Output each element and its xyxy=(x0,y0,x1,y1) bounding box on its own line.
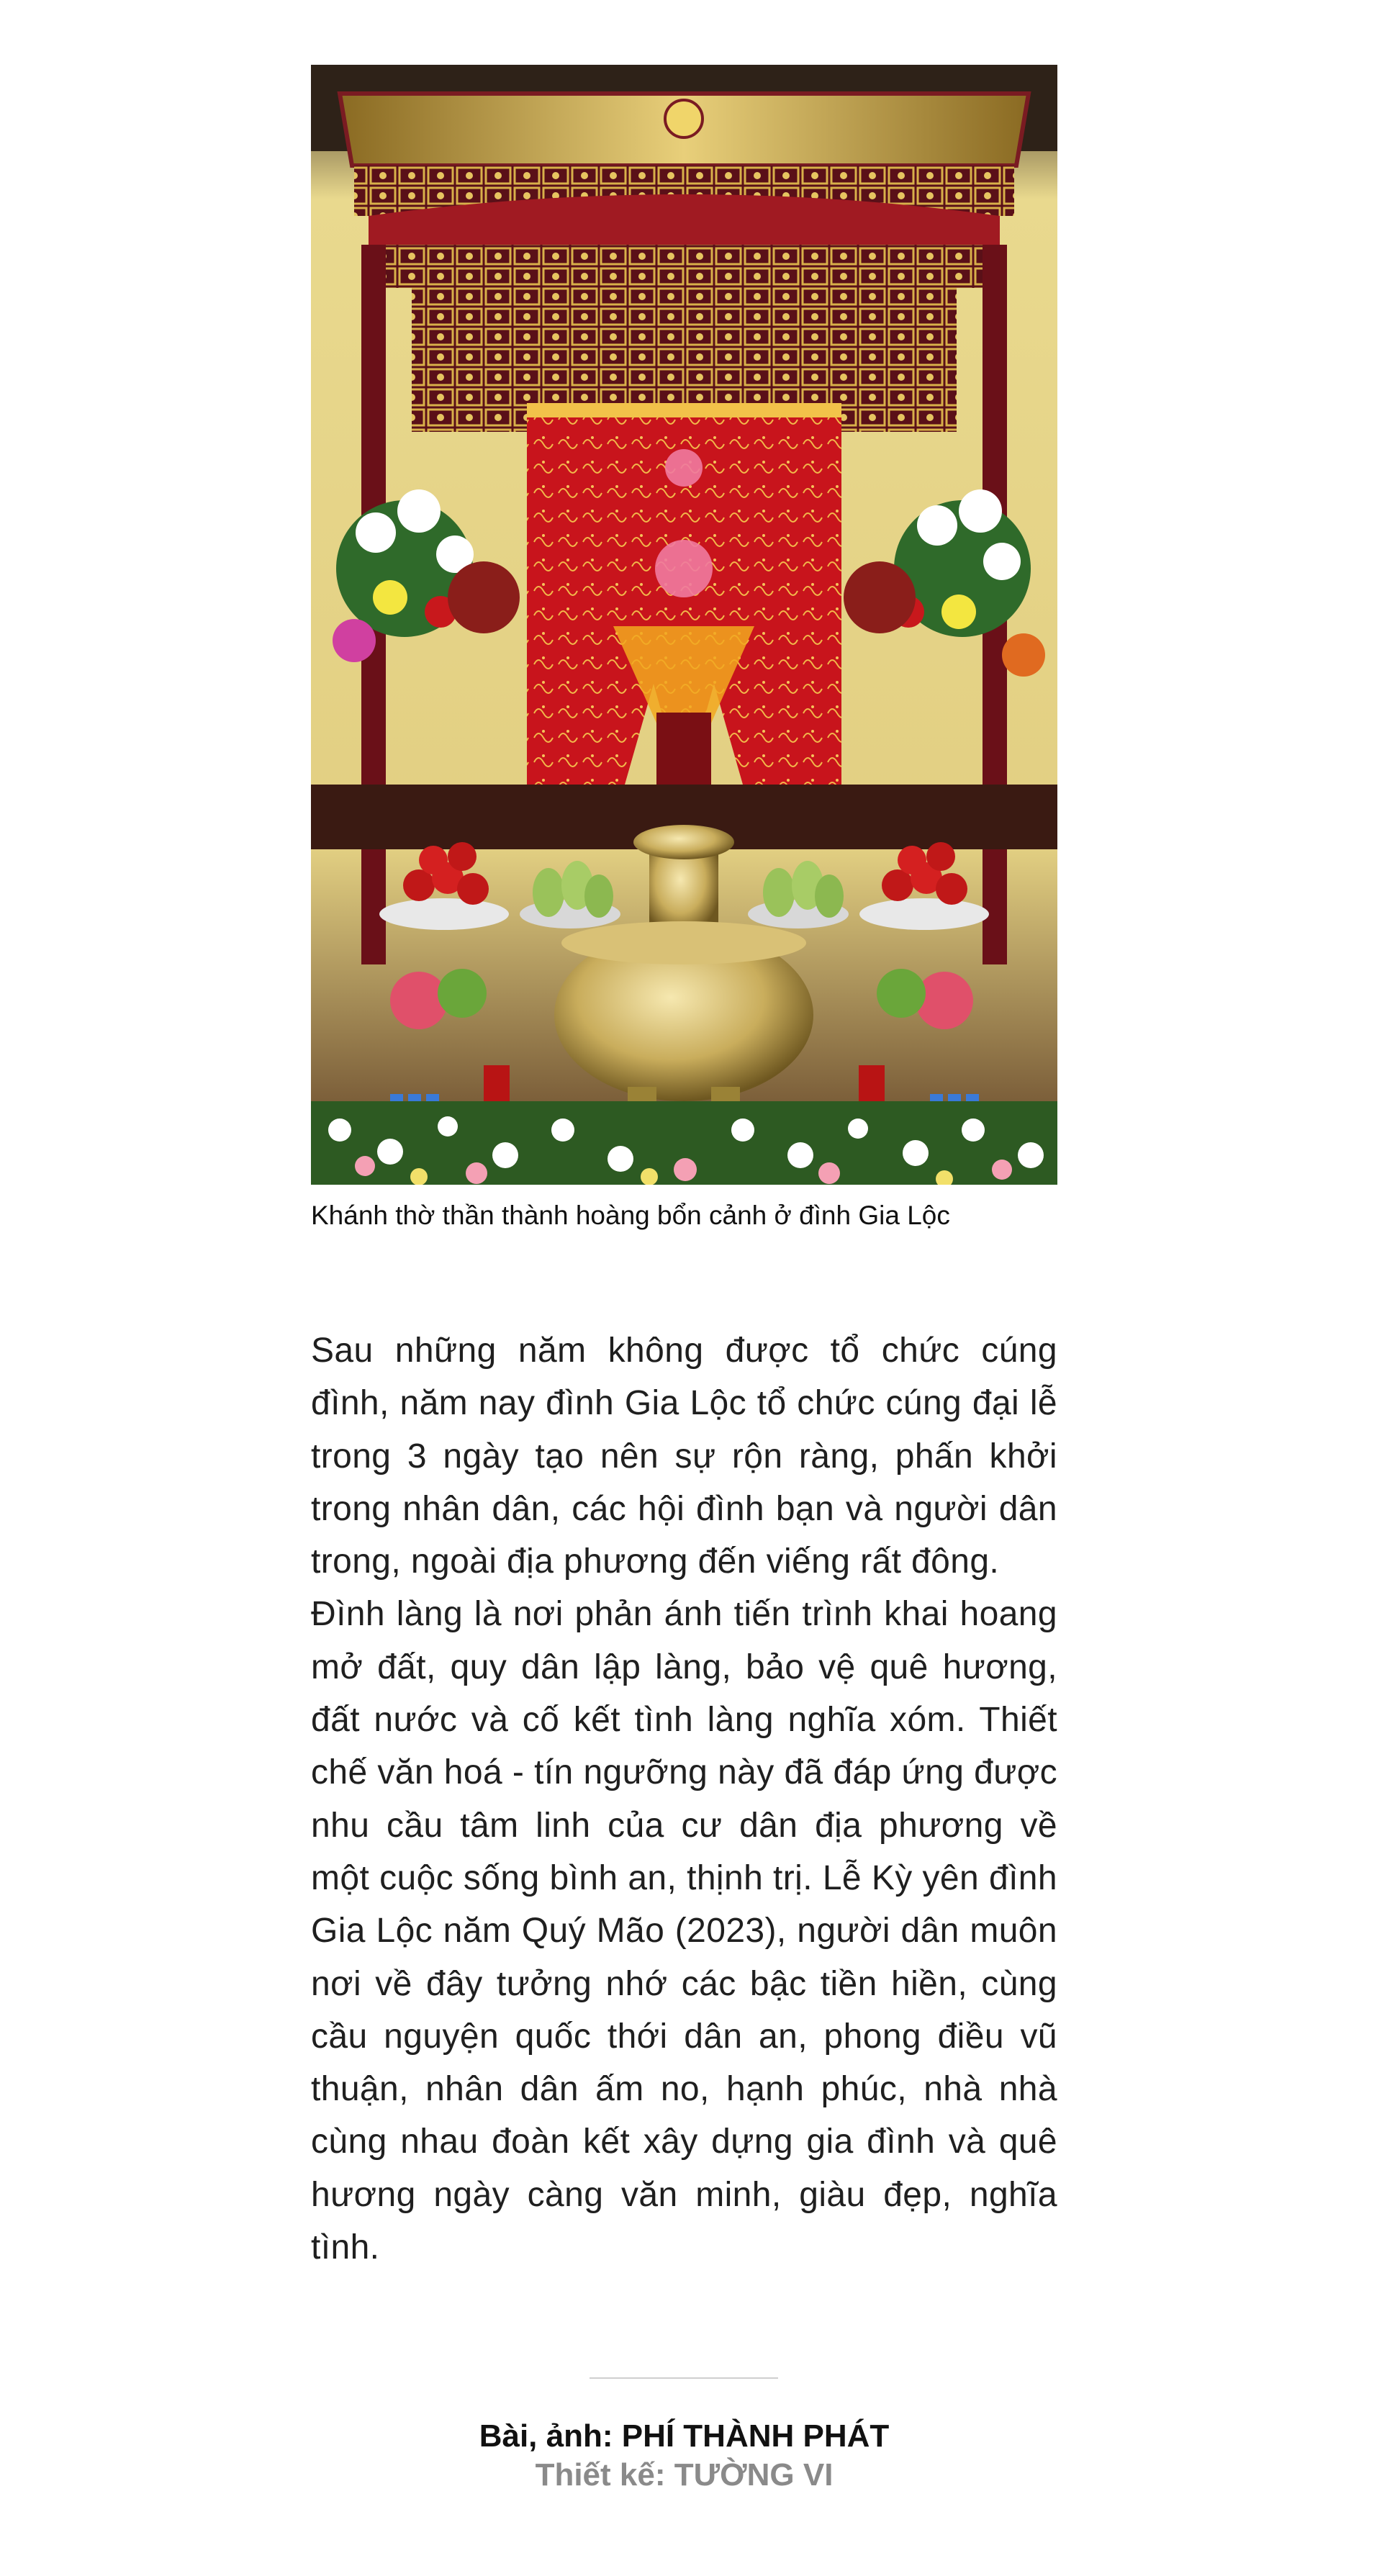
article-body xyxy=(311,1324,1057,2274)
author-credit: Bài, ảnh: PHÍ THÀNH PHÁT xyxy=(479,2418,890,2454)
divider-line xyxy=(590,2377,778,2379)
temple-altar-photo-icon xyxy=(311,65,1057,1185)
photo-caption: Khánh thờ thần thành hoàng bổn cảnh ở đình Gia Lộc xyxy=(311,1201,950,1230)
paragraph-2: Đình làng là nơi phản ánh tiến trình khai hoang mở đất, quy dân lập làng, bảo vệ quê hương, đất nước và cố kết tình làng nghĩa xóm. Thiết chế văn hoá - tín ngưỡng này đã đáp ứng được nhu cầu tâm linh của cư dân địa phương về một cuộc sống bình an, thịnh trị. Lễ Kỳ yên đình Gia Lộc năm Quý Mão (2023), người dân muôn nơi về đây tưởng nhớ các bậc tiền hiền, cùng cầu nguyện quốc thới dân an, phong điều vũ thuận, nhân dân ấm no, hạnh phúc, nhà nhà cùng nhau đoàn kết xây dựng gia đình và quê hương ngày càng văn minh, giàu đẹp, nghĩa tình. xyxy=(311,1595,1057,2267)
paragraph-1: Sau những năm không được tổ chức cúng đình, năm nay đình Gia Lộc tổ chức cúng đại lễ trong 3 ngày tạo nên sự rộn ràng, phấn khởi trong nhân dân, các hội đình bạn và người dân trong, ngoài địa phương đến viếng rất đông. xyxy=(311,1332,1057,1581)
design-credit: Thiết kế: TƯỜNG VI xyxy=(535,2457,834,2493)
altar-photo xyxy=(311,65,1057,1185)
